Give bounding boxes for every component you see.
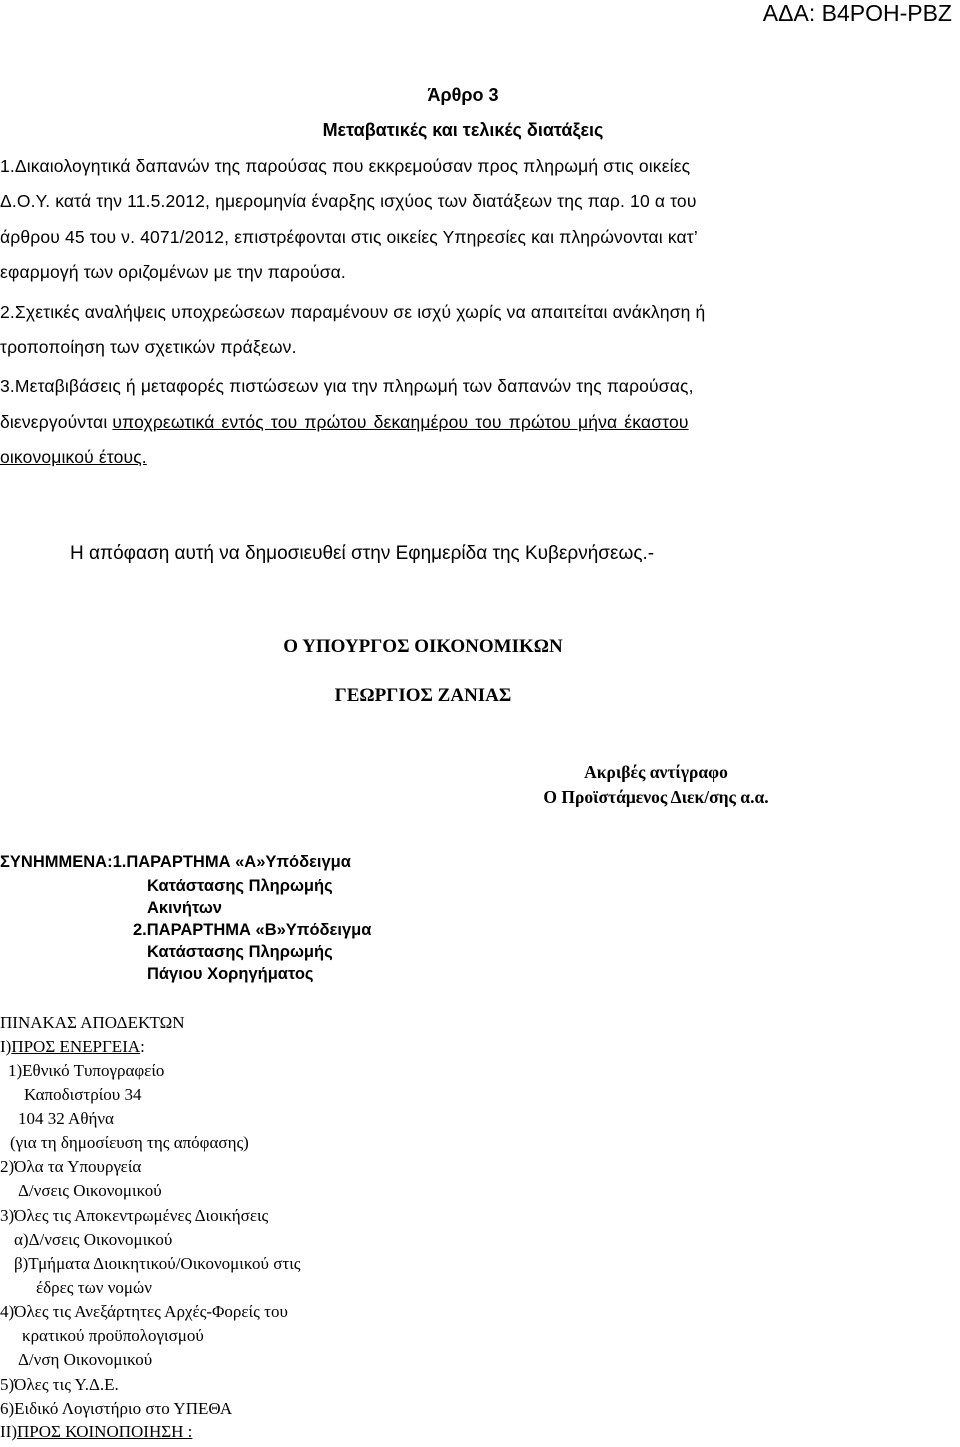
paragraph-1-line-4: εφαρμογή των οριζομένων με την παρούσα. xyxy=(0,262,346,282)
paragraph-3-line-2 xyxy=(0,412,689,433)
attachments-line-1 xyxy=(0,853,351,872)
recipient-line: Δ/νση Οικονομικού xyxy=(18,1350,153,1369)
recipient-line: 6)Ειδικό Λογιστήριο στο ΥΠΕΘΑ xyxy=(0,1399,233,1418)
for-action-suffix: : xyxy=(140,1037,145,1056)
recipient-line: έδρες των νομών xyxy=(36,1278,152,1297)
head-of-department-label: Ο Προϊστάμενος Διεκ/σης α.α. xyxy=(543,787,769,807)
for-information-prefix: ΙΙ) xyxy=(0,1422,17,1441)
publication-statement: Η απόφαση αυτή να δημοσιευθεί στην Εφημερίδα της Κυβερνήσεως.- xyxy=(70,543,655,564)
paragraph-1-line-2: Δ.Ο.Υ. κατά την 11.5.2012, ημερομηνία έναρξης ισχύος των διατάξεων της παρ. 10 α του xyxy=(0,191,697,211)
recipient-line: Καποδιστρίου 34 xyxy=(24,1085,142,1104)
for-information-heading xyxy=(0,1422,192,1442)
attachment-1-line-3: Ακινήτων xyxy=(147,899,222,917)
for-action-heading xyxy=(0,1037,145,1057)
article-title: Μεταβατικές και τελικές διατάξεις xyxy=(322,120,604,140)
attachment-2-line-2: Κατάστασης Πληρωμής xyxy=(147,943,333,961)
recipient-line: 5)Όλες τις Υ.Δ.Ε. xyxy=(0,1375,119,1394)
attachments-label: ΣΥΝΗΜΜΕΝΑ: xyxy=(0,853,113,871)
recipient-line: 104 32 Αθήνα xyxy=(18,1109,114,1128)
certified-copy-label: Ακριβές αντίγραφο xyxy=(584,762,728,782)
recipient-line: Δ/νσεις Οικονομικού xyxy=(18,1181,162,1200)
ada-identifier: ΑΔΑ: Β4ΡΟΗ-ΡΒΖ xyxy=(762,0,952,26)
recipient-line: 3)Όλες τις Αποκεντρωμένες Διοικήσεις xyxy=(0,1206,269,1225)
paragraph-3-underlined-text: υποχρεωτικά εντός του πρώτου δεκαημέρου του πρώτου μήνα έκαστου xyxy=(112,412,689,432)
recipients-title: ΠΙΝΑΚΑΣ ΑΠΟΔΕΚΤΩΝ xyxy=(0,1013,185,1032)
paragraph-1-line-1: 1.Δικαιολογητικά δαπανών της παρούσας που εκκρεμούσαν προς πληρωμή στις οικείες xyxy=(0,156,691,176)
paragraph-3-line-1: 3.Μεταβιβάσεις ή μεταφορές πιστώσεων για την πληρωμή των δαπανών της παρούσας, xyxy=(0,376,694,396)
paragraph-1-line-3: άρθρου 45 του ν. 4071/2012, επιστρέφονται στις οικείες Υπηρεσίες και πληρώνονται κατ’ xyxy=(0,227,698,247)
recipient-line: (για τη δημοσίευση της απόφασης) xyxy=(10,1133,249,1152)
for-action-prefix: Ι) xyxy=(0,1037,12,1056)
recipient-line: 4)Όλες τις Ανεξάρτητες Αρχές-Φορείς του xyxy=(0,1302,288,1321)
attachment-1-line-2: Κατάστασης Πληρωμής xyxy=(147,877,333,895)
attachment-2-title: 2.ΠΑΡΑΡΤΗΜΑ «Β»Υπόδειγμα xyxy=(133,921,372,939)
recipient-line: κρατικού προϋπολογισμού xyxy=(22,1326,204,1345)
attachment-1-title: 1.ΠΑΡΑΡΤΗΜΑ «Α»Υπόδειγμα xyxy=(112,853,351,871)
paragraph-3-prefix: διενεργούνται xyxy=(0,412,113,432)
article-number: Άρθρο 3 xyxy=(427,85,499,105)
recipient-line: 1)Εθνικό Τυπογραφείο xyxy=(8,1061,165,1080)
recipient-line: β)Τμήματα Διοικητικού/Οικονομικού στις xyxy=(14,1254,301,1273)
attachment-2-line-3: Πάγιου Χορηγήματος xyxy=(147,965,314,983)
recipient-line: α)Δ/νσεις Οικονομικού xyxy=(14,1230,173,1249)
paragraph-2-line-2: τροποποίηση των σχετικών πράξεων. xyxy=(0,337,297,357)
recipient-line: 2)Όλα τα Υπουργεία xyxy=(0,1157,142,1176)
for-action-label: ΠΡΟΣ ΕΝΕΡΓΕΙΑ xyxy=(11,1037,141,1056)
paragraph-2-line-1: 2.Σχετικές αναλήψεις υποχρεώσεων παραμένουν σε ισχύ χωρίς να απαιτείται ανάκληση ή xyxy=(0,302,706,322)
minister-title: Ο ΥΠΟΥΡΓΟΣ ΟΙΚΟΝΟΜΙΚΩΝ xyxy=(283,636,563,657)
minister-name: ΓΕΩΡΓΙΟΣ ΖΑΝΙΑΣ xyxy=(334,685,512,706)
for-information-label: ΠΡΟΣ ΚΟΙΝΟΠΟΙΗΣΗ : xyxy=(16,1422,193,1441)
paragraph-3-line-3: οικονομικού έτους. xyxy=(0,447,147,467)
